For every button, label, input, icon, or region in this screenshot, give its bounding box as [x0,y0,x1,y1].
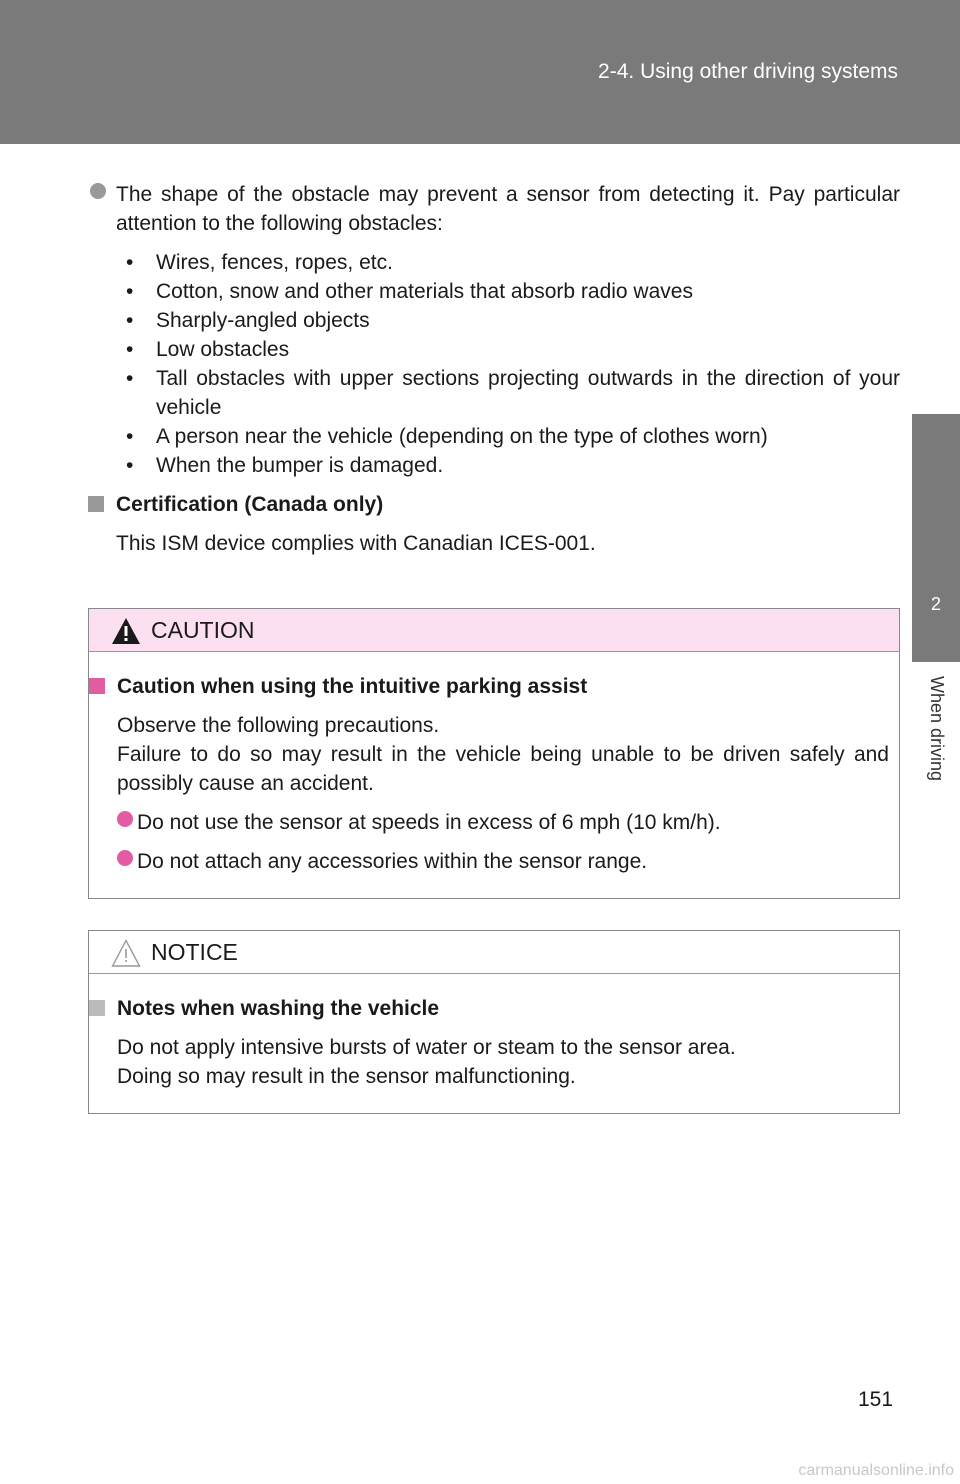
notice-title: NOTICE [151,939,238,965]
section-square-icon [88,496,104,512]
list-item: • Cotton, snow and other materials that absorb radio waves [126,280,693,303]
bullet-dot-icon [117,811,133,827]
certification-heading: Certification (Canada only) [88,490,900,519]
list-item: • Tall obstacles with upper sections projecting outwards in the direction of your vehicle [126,367,900,419]
bullet-dot-icon [117,850,133,866]
obstacle-note [88,180,900,238]
list-item: • A person near the vehicle (depending on the type of clothes worn) [126,425,768,448]
obstacle-note-text: The shape of the obstacle may prevent a sensor from detecting it. Pay particular attention to the following obstacles: [116,183,900,235]
notice-heading: Notes when washing the vehicle [89,994,889,1023]
main-content [88,180,900,558]
certification-text: This ISM device complies with Canadian ICES-001. [116,532,596,555]
notice-triangle-icon [111,939,141,967]
caution-line-1: Observe the following precautions. [117,714,440,737]
chapter-side-tab [912,144,960,1484]
notice-box [88,930,900,1114]
caution-box [88,608,900,899]
caution-title: CAUTION [151,617,255,643]
warning-triangle-icon [111,617,141,645]
list-item: • Wires, fences, ropes, etc. [126,251,393,274]
caution-line-2: Failure to do so may result in the vehicle being unable to be driven safely and possibly cause an accident. [117,743,889,795]
list-item: • When the bumper is damaged. [126,454,444,477]
list-item: • Low obstacles [126,338,290,361]
bullet-dot-icon [90,183,106,199]
notice-line-2: Doing so may result in the sensor malfunctioning. [117,1065,576,1088]
notice-line-1: Do not apply intensive bursts of water or steam to the sensor area. [117,1036,736,1059]
chapter-number-block [912,414,960,662]
list-item: • Sharply-angled objects [126,309,370,332]
watermark: carmanualsonline.info [798,1462,954,1479]
page-number: 151 [858,1388,894,1411]
section-square-icon [89,1000,105,1016]
page-header [0,0,960,144]
section-square-icon [89,678,105,694]
chapter-number: 2 [930,594,941,614]
caution-heading: Caution when using the intuitive parking assist [89,672,889,701]
caution-bullet: Do not use the sensor at speeds in excess of 6 mph (10 km/h). [117,808,889,837]
notice-header [89,931,899,974]
obstacle-list [116,248,900,480]
section-title: 2-4. Using other driving systems [598,60,898,83]
chapter-label: When driving [927,676,947,782]
caution-bullet: Do not attach any accessories within the sensor range. [117,847,889,876]
caution-header [89,609,899,652]
